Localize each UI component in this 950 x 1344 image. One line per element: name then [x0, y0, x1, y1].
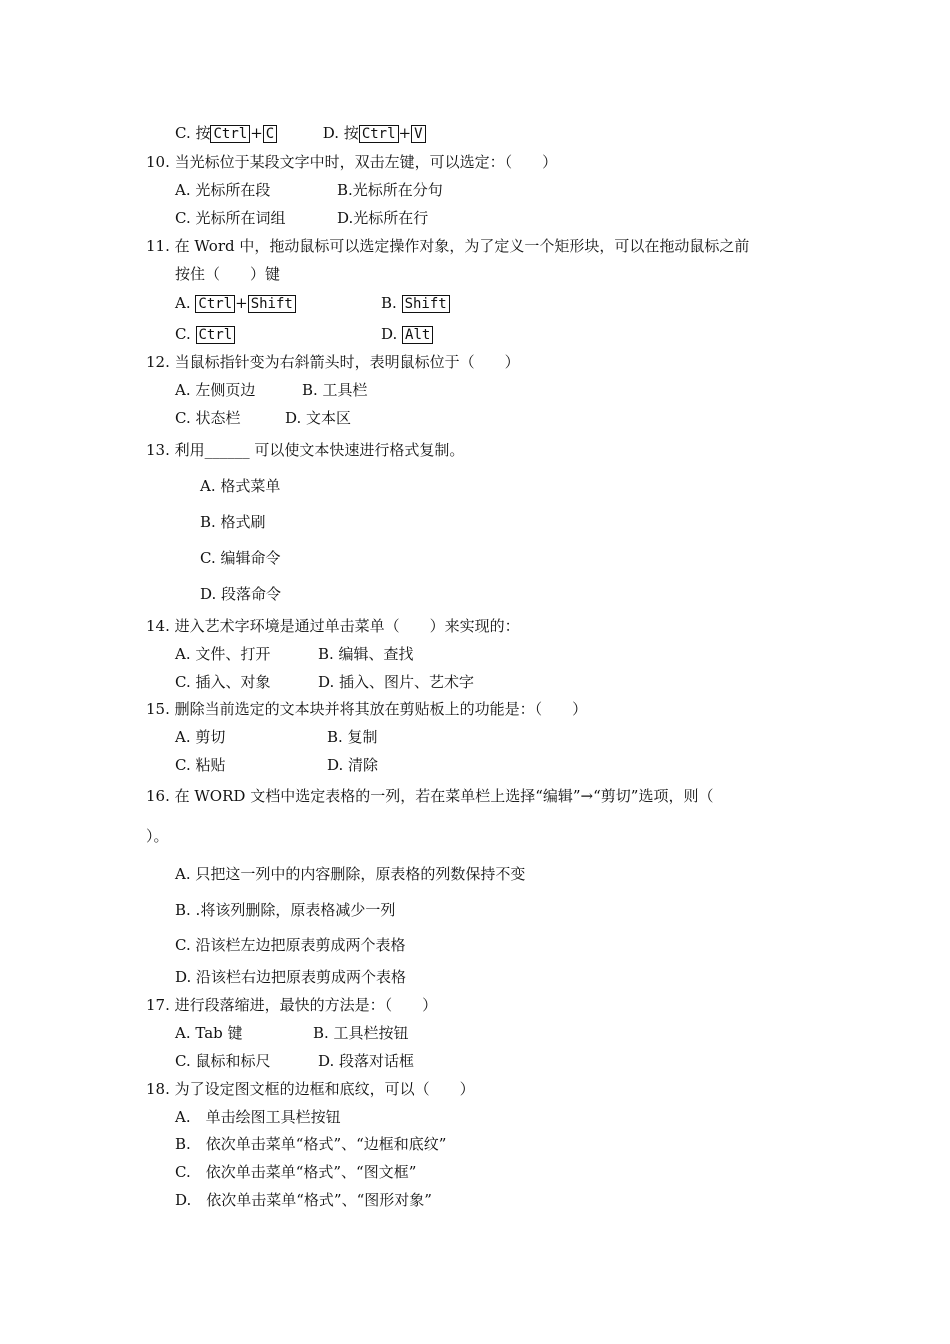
- plus-sign: +: [250, 124, 263, 142]
- q13-stem: 13. 利用______ 可以使文本快速进行格式复制。: [146, 441, 465, 459]
- q13-option-c: C. 编辑命令: [200, 549, 281, 567]
- q12-stem: 12. 当鼠标指针变为右斜箭头时，表明鼠标位于（ ）: [146, 353, 520, 371]
- q17-option-d: D. 段落对话框: [318, 1052, 415, 1070]
- plus-sign: +: [398, 124, 412, 142]
- alt-key-box: Alt: [402, 326, 433, 344]
- q13-option-b: B. 格式刷: [200, 513, 266, 531]
- q16-stem-line2: ）。: [146, 827, 169, 845]
- q16-stem-line1: 16. 在 WORD 文档中选定表格的一列，若在菜单栏上选择“编辑”→“剪切”选项，则（: [146, 787, 714, 805]
- q17-option-c: C. 鼠标和标尺: [175, 1052, 271, 1070]
- shift-key-box: Shift: [248, 295, 296, 313]
- q14-stem: 14. 进入艺术字环境是通过单击菜单（ ）来实现的：: [146, 617, 520, 635]
- q17-option-a: A. Tab 键: [175, 1024, 243, 1042]
- q15-stem: 15. 删除当前选定的文本块并将其放在剪贴板上的功能是：（ ）: [146, 700, 588, 718]
- v-key-box: V: [411, 125, 425, 143]
- shift-key-box: Shift: [402, 295, 450, 313]
- q9-option-c-prefix: C. 按: [175, 124, 211, 142]
- q16-option-b: B. .将该列删除，原表格减少一列: [175, 901, 396, 919]
- q14-option-c: C. 插入、对象: [175, 673, 271, 691]
- ctrl-key-box: Ctrl: [195, 295, 235, 313]
- ctrl-key-box: Ctrl: [210, 125, 250, 143]
- q11-option-b: [381, 293, 450, 313]
- q18-option-d: D. 依次单击菜单“格式”、“图形对象”: [175, 1191, 432, 1209]
- q12-option-b: B. 工具栏: [302, 381, 368, 399]
- plus-sign: +: [235, 294, 248, 312]
- q17-stem: 17. 进行段落缩进，最快的方法是：（ ）: [146, 996, 438, 1014]
- q13-option-d: D. 段落命令: [200, 585, 282, 603]
- q14-option-d: D. 插入、图片、艺术字: [318, 673, 475, 691]
- q10-option-d: D.光标所在行: [337, 209, 429, 227]
- q11-option-b-prefix: B.: [381, 294, 397, 312]
- q11-option-d-prefix: D.: [381, 325, 398, 343]
- c-key-box: C: [263, 125, 277, 143]
- q11-option-a-prefix: A.: [175, 294, 191, 312]
- q14-option-a: A. 文件、打开: [175, 645, 271, 663]
- q11-option-d: [381, 324, 433, 344]
- q9-options-cd: [175, 123, 426, 143]
- q18-option-c: C. 依次单击菜单“格式”、“图文框”: [175, 1163, 417, 1181]
- q13-option-a: A. 格式菜单: [200, 477, 281, 495]
- q11-option-c: [175, 324, 235, 344]
- q11-stem-line2: 按住（ ）键: [175, 265, 281, 283]
- q9-option-d-prefix: D. 按: [322, 124, 359, 142]
- q17-option-b: B. 工具栏按钮: [313, 1024, 409, 1042]
- q10-stem: 10. 当光标位于某段文字中时，双击左键，可以选定：（ ）: [146, 153, 558, 171]
- q11-option-c-prefix: C.: [175, 325, 191, 343]
- q18-stem: 18. 为了设定图文框的边框和底纹，可以（ ）: [146, 1080, 475, 1098]
- ctrl-key-box: Ctrl: [359, 125, 399, 143]
- q14-option-b: B. 编辑、查找: [318, 645, 414, 663]
- q12-option-c: C. 状态栏: [175, 409, 241, 427]
- q11-option-a: [175, 293, 296, 313]
- q10-option-b: B.光标所在分句: [337, 181, 443, 199]
- q16-option-c: C. 沿该栏左边把原表剪成两个表格: [175, 936, 406, 954]
- q15-option-d: D. 清除: [327, 756, 379, 774]
- q15-option-b: B. 复制: [327, 728, 378, 746]
- q15-option-c: C. 粘贴: [175, 756, 226, 774]
- q15-option-a: A. 剪切: [175, 728, 226, 746]
- q18-option-a: A. 单击绘图工具栏按钮: [175, 1108, 341, 1126]
- q10-option-a: A. 光标所在段: [175, 181, 271, 199]
- q11-stem-line1: 11. 在 Word 中，拖动鼠标可以选定操作对象，为了定义一个矩形块，可以在拖动鼠标之前: [146, 237, 750, 255]
- q10-option-c: C. 光标所在词组: [175, 209, 286, 227]
- q16-option-d: D. 沿该栏右边把原表剪成两个表格: [175, 968, 407, 986]
- q18-option-b: B. 依次单击菜单“格式”、“边框和底纹”: [175, 1135, 447, 1153]
- q12-option-d: D. 文本区: [285, 409, 352, 427]
- ctrl-key-box: Ctrl: [196, 326, 236, 344]
- q16-option-a: A. 只把这一列中的内容删除，原表格的列数保持不变: [175, 865, 526, 883]
- q12-option-a: A. 左侧页边: [175, 381, 256, 399]
